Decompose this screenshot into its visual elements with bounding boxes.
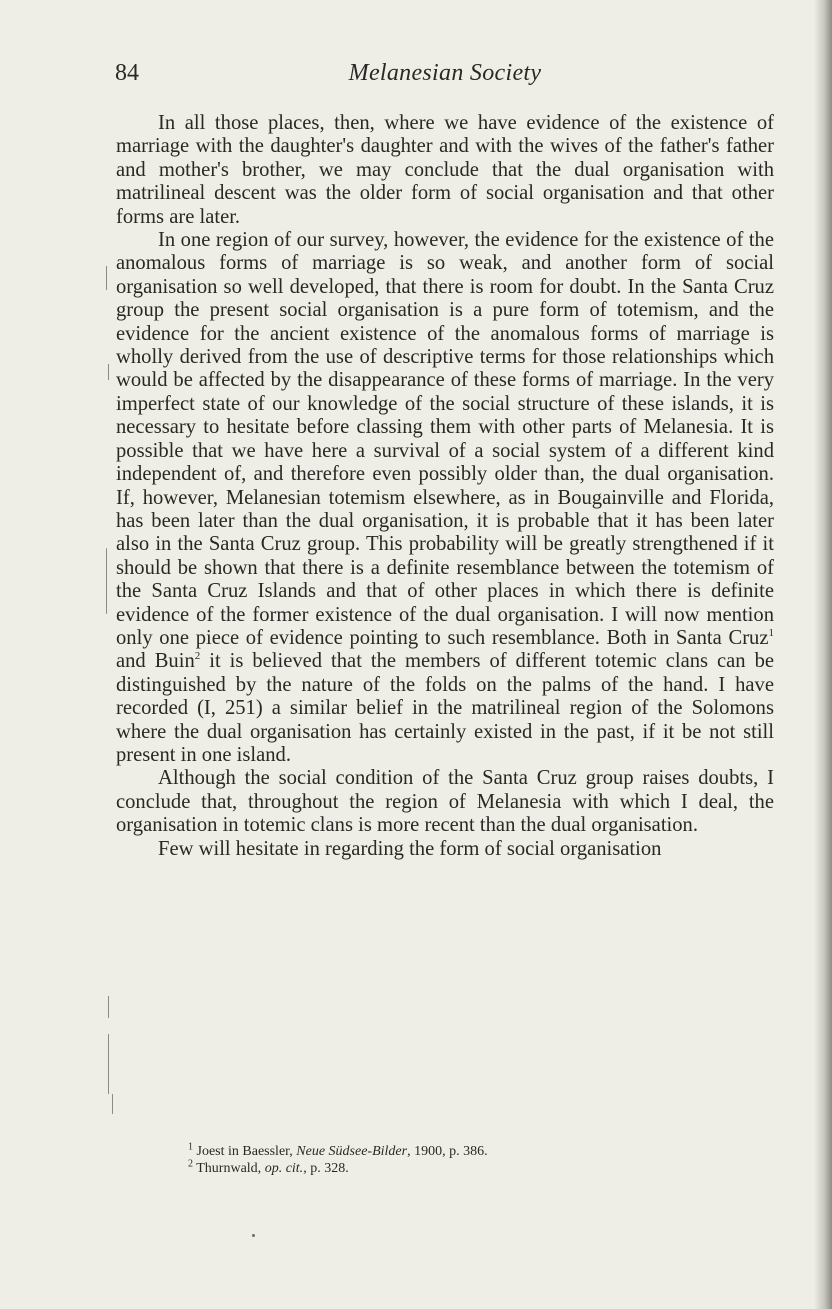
- page-number: 84: [115, 60, 139, 86]
- footnotes: [116, 1143, 774, 1177]
- footnote-1-mark: 1: [188, 1141, 193, 1153]
- margin-pencil-mark: [106, 548, 107, 614]
- margin-pencil-mark: [112, 1094, 113, 1114]
- paragraph-3: Although the social condition of the Santa Cruz group raises doubts, I conclude that, throughout the region of Melanesia with which I deal, the organisation in totemic clans is more recent than the dual organisation.: [116, 767, 774, 837]
- footnote-2-title: op. cit.: [264, 1161, 304, 1176]
- paragraph-2-text-c: it is believed that the members of different totemic clans can be distinguished by the nature of the folds on the palms of the hand. I have recorded (I, 251) a similar belief in the matrilineal region of the Solomons where the dual organisation has certainly existed in the past, if it be not still present in one island.: [116, 650, 775, 766]
- paragraph-2-text-b: and Buin: [116, 650, 195, 673]
- paragraph-4: Few will hesitate in regarding the form of social organisation: [158, 837, 662, 860]
- margin-pencil-mark: [108, 1034, 109, 1094]
- footnote-2-lead: Thurnwald,: [196, 1161, 265, 1176]
- footnote-2-tail: , p. 328.: [303, 1161, 349, 1176]
- footnote-1-tail: , 1900, p. 386.: [407, 1144, 488, 1159]
- footnote-2-mark: 2: [188, 1158, 193, 1170]
- paragraph-2-text-a: In one region of our survey, however, the evidence for the existence of the anomalous forms of marriage is so weak, and another form of social organisation so well developed, that there is room for doubt. In the Santa Cruz group the present social organisation is a pure form of totemism, and the evidence for the ancient existence of the anomalous forms of marriage is wholly derived from the use of descriptive terms for those relationships which would be affected by the disappearance of these forms of marriage. In the very imperfect state of our knowledge of the social structure of these islands, it is necessary to hesitate before classing them with other parts of Melanesia. It is possible that we have here a survival of a social system of a different kind independent of, and therefore even possibly older than, the dual organisation. If, however, Melanesian totemism elsewhere, as in Bougainville and Florida, has been later than the dual organisation, it is probable that it has been later also in the Santa Cruz group. This probability will be greatly strengthened if it should be shown that there is a definite resemblance between the totemism of the Santa Cruz Islands and that of other places in which there is definite evidence of the former existence of the dual organisation. I will now mention only one piece of evidence pointing to such resemblance. Both in Santa Cruz: [116, 229, 774, 649]
- running-title: Melanesian Society: [348, 60, 542, 86]
- margin-pencil-mark: [108, 996, 109, 1018]
- footnote-2: [116, 1160, 774, 1177]
- body-text: [116, 112, 774, 861]
- margin-pencil-mark: [108, 364, 109, 380]
- footnote-ref-1: 1: [768, 627, 774, 640]
- margin-pencil-mark: [106, 266, 107, 290]
- footnote-1-title: Neue Südsee-Bilder: [296, 1144, 408, 1159]
- paragraph-1: In all those places, then, where we have evidence of the existence of marriage with the daughter's daughter and with the wives of the father's father and mother's brother, we may conclude that the dual organisation with matrilineal descent was the older form of social organisation and that other forms are later.: [116, 112, 774, 228]
- page-edge-shadow: [814, 0, 832, 1309]
- page-header: [115, 60, 775, 94]
- stray-ink-dot: [252, 1234, 255, 1237]
- footnote-ref-2: 2: [194, 650, 201, 663]
- footnote-1: [116, 1143, 774, 1160]
- footnote-1-lead: Joest in Baessler,: [196, 1144, 297, 1159]
- paragraph-2: [116, 229, 774, 767]
